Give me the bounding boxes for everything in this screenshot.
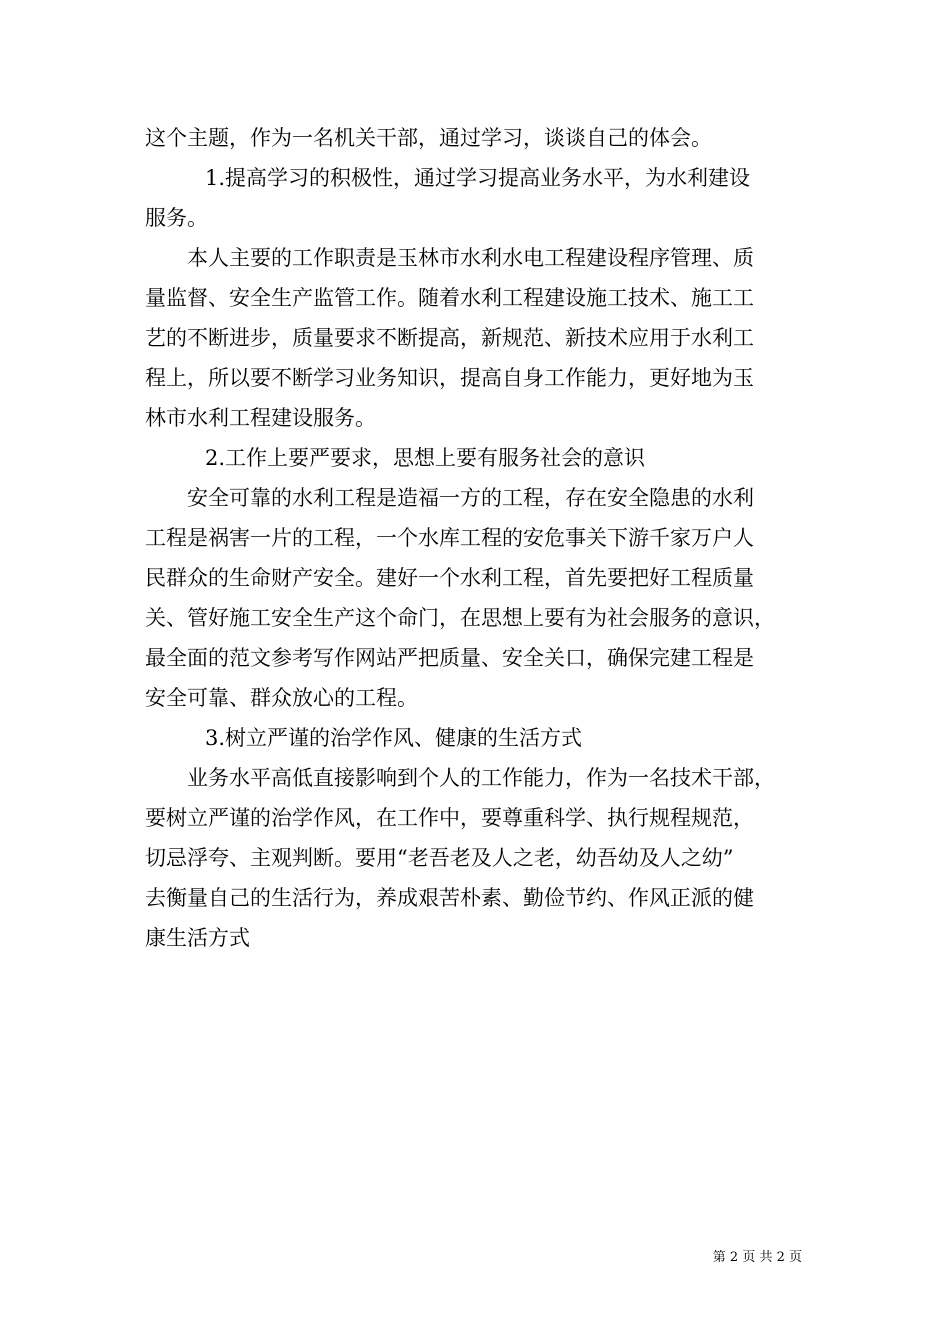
body-line: 要树立严谨的治学作风，在工作中，要尊重科学、执行规程规范， (145, 806, 754, 830)
body-line: 安全可靠、群众放心的工程。 (145, 686, 418, 710)
body-line: 林市水利工程建设服务。 (145, 406, 376, 430)
body-line: 程上，所以要不断学习业务知识，提高自身工作能力，更好地为玉 (145, 366, 754, 390)
section-heading-1: 1.提高学习的积极性，通过学习提高业务水平，为水利建设 (205, 166, 751, 190)
body-line: 艺的不断进步，质量要求不断提高，新规范、新技术应用于水利工 (145, 326, 754, 350)
document-body (145, 118, 805, 958)
body-line: 最全面的范文参考写作网站严把质量、安全关口，确保完建工程是 (145, 646, 754, 670)
section-heading-3: 3.树立严谨的治学作风、健康的生活方式 (205, 726, 583, 750)
paragraph-first-line: 本人主要的工作职责是玉林市水利水电工程建设程序管理、质 (187, 246, 754, 270)
body-line: 工程是祸害一片的工程，一个水库工程的安危事关下游千家万户人 (145, 526, 754, 550)
body-line: 康生活方式 (145, 926, 250, 950)
body-line: 服务。 (145, 206, 208, 230)
body-line: 量监督、安全生产监管工作。随着水利工程建设施工技术、施工工 (145, 286, 754, 310)
body-line: 关、管好施工安全生产这个命门，在思想上要有为社会服务的意识， (145, 606, 775, 630)
body-line: 这个主题，作为一名机关干部，通过学习，谈谈自己的体会。 (145, 126, 712, 150)
body-line: 切忌浮夸、主观判断。要用“老吾老及人之老，幼吾幼及人之幼” (145, 846, 734, 870)
section-heading-2: 2.工作上要严要求，思想上要有服务社会的意识 (205, 446, 646, 470)
page-number: 第 2 页 共 2 页 (712, 1250, 802, 1265)
body-line: 去衡量自己的生活行为，养成艰苦朴素、勤俭节约、作风正派的健 (145, 886, 754, 910)
body-line: 民群众的生命财产安全。建好一个水利工程，首先要把好工程质量 (145, 566, 754, 590)
paragraph-first-line: 安全可靠的水利工程是造福一方的工程，存在安全隐患的水利 (187, 486, 754, 510)
paragraph-first-line: 业务水平高低直接影响到个人的工作能力，作为一名技术干部， (187, 766, 775, 790)
